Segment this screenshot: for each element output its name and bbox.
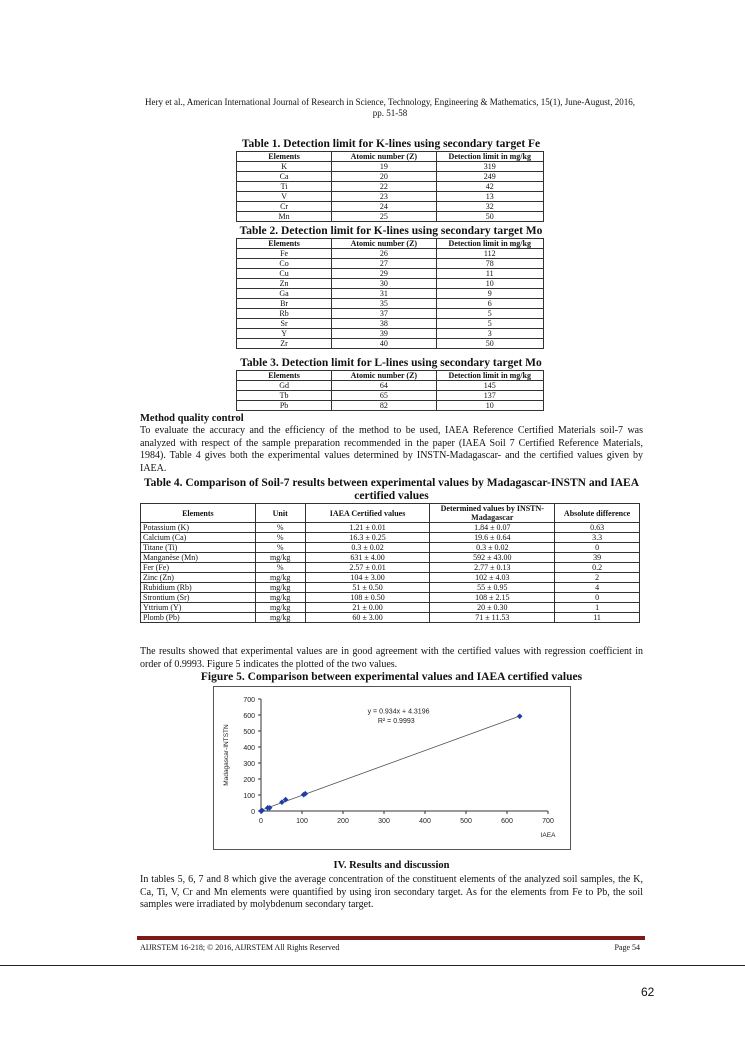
table1-cell: 23 bbox=[332, 192, 436, 202]
table4-row bbox=[141, 523, 640, 533]
y-tick-label: 300 bbox=[243, 761, 255, 768]
table2-cell: 35 bbox=[332, 299, 436, 309]
table4-cell: 3.3 bbox=[555, 533, 640, 543]
table2-cell: 11 bbox=[436, 269, 543, 279]
table4-row bbox=[141, 543, 640, 553]
table1-cell: 22 bbox=[332, 182, 436, 192]
table3-row bbox=[237, 381, 544, 391]
table3-col-header: Detection limit in mg/kg bbox=[436, 371, 543, 381]
table2-cell: 40 bbox=[332, 339, 436, 349]
table4-col-header: Absolute difference bbox=[555, 504, 640, 523]
table3-cell: Pb bbox=[237, 401, 332, 411]
table2-row bbox=[237, 259, 544, 269]
table1-cell: V bbox=[237, 192, 332, 202]
table2-row bbox=[237, 249, 544, 259]
table4-cell: 1 bbox=[555, 603, 640, 613]
table3-cell: 137 bbox=[436, 391, 543, 401]
page-number: 62 bbox=[641, 985, 655, 999]
table4-cell: Plomb (Pb) bbox=[141, 613, 256, 623]
table2 bbox=[236, 238, 544, 349]
table3-row bbox=[237, 401, 544, 411]
table4-row bbox=[141, 583, 640, 593]
table4-cell: % bbox=[255, 563, 305, 573]
table4-cell: 2.77 ± 0.13 bbox=[430, 563, 555, 573]
x-tick-label: 600 bbox=[501, 818, 513, 825]
figure5-chart bbox=[214, 687, 570, 849]
table2-row bbox=[237, 289, 544, 299]
table1-row bbox=[237, 202, 544, 212]
table2-cell: 26 bbox=[332, 249, 436, 259]
table4-cell: 39 bbox=[555, 553, 640, 563]
header-line-2: pp. 51-58 bbox=[372, 108, 408, 118]
table1-header-row bbox=[237, 152, 544, 162]
table1-row bbox=[237, 212, 544, 222]
table2-header-row bbox=[237, 239, 544, 249]
table2-cell: Zn bbox=[237, 279, 332, 289]
table3 bbox=[236, 370, 544, 411]
figure5-caption: Figure 5. Comparison between experimental values and IAEA certified values bbox=[200, 671, 583, 683]
table4-header-row bbox=[141, 504, 640, 523]
table2-cell: 38 bbox=[332, 319, 436, 329]
table1-cell: Mn bbox=[237, 212, 332, 222]
x-tick-label: 700 bbox=[542, 818, 554, 825]
table1-row bbox=[237, 172, 544, 182]
table3-cell: 65 bbox=[332, 391, 436, 401]
table4-cell: mg/kg bbox=[255, 573, 305, 583]
table1-cell: 42 bbox=[436, 182, 543, 192]
table4-cell: 21 ± 0.00 bbox=[305, 603, 430, 613]
table1-cell: Ca bbox=[237, 172, 332, 182]
table4-cell: Rubidium (Rb) bbox=[141, 583, 256, 593]
table2-cell: 5 bbox=[436, 319, 543, 329]
table3-col-header: Elements bbox=[237, 371, 332, 381]
table3-cell: Gd bbox=[237, 381, 332, 391]
table4-row bbox=[141, 533, 640, 543]
table4-cell: 55 ± 0.95 bbox=[430, 583, 555, 593]
x-tick-label: 500 bbox=[460, 818, 472, 825]
table2-cell: 37 bbox=[332, 309, 436, 319]
table2-cell: 39 bbox=[332, 329, 436, 339]
table4-col-header: Unit bbox=[255, 504, 305, 523]
method-title: Method quality control bbox=[140, 413, 244, 424]
table1-cell: Cr bbox=[237, 202, 332, 212]
table4-cell: 592 ± 43.00 bbox=[430, 553, 555, 563]
table4-cell: 1.21 ± 0.01 bbox=[305, 523, 430, 533]
table4-cell: 631 ± 4.00 bbox=[305, 553, 430, 563]
table1-col-header: Detection limit in mg/kg bbox=[436, 152, 543, 162]
table3-cell: 64 bbox=[332, 381, 436, 391]
table4-cell: 4 bbox=[555, 583, 640, 593]
table4-cell: 0.63 bbox=[555, 523, 640, 533]
table2-row bbox=[237, 309, 544, 319]
table2-cell: 3 bbox=[436, 329, 543, 339]
table4-cell: Yttrium (Y) bbox=[141, 603, 256, 613]
table2-row bbox=[237, 279, 544, 289]
table3-caption: Table 3. Detection limit for L-lines using secondary target Mo bbox=[240, 357, 542, 369]
table2-cell: 6 bbox=[436, 299, 543, 309]
table2-col-header: Detection limit in mg/kg bbox=[436, 239, 543, 249]
table4-cell: Titane (Ti) bbox=[141, 543, 256, 553]
table2-row bbox=[237, 339, 544, 349]
table1 bbox=[236, 151, 544, 222]
table1-cell: 319 bbox=[436, 162, 543, 172]
table4-cell: 16.3 ± 0.25 bbox=[305, 533, 430, 543]
table2-cell: Sr bbox=[237, 319, 332, 329]
y-tick-label: 0 bbox=[251, 809, 255, 816]
table3-cell: 145 bbox=[436, 381, 543, 391]
table1-cell: 19 bbox=[332, 162, 436, 172]
table2-cell: 29 bbox=[332, 269, 436, 279]
table4-col-header: Elements bbox=[141, 504, 256, 523]
table2-row bbox=[237, 329, 544, 339]
table1-cell: 13 bbox=[436, 192, 543, 202]
results-paragraph: The results showed that experimental values are in good agreement with the certified values with regression coefficient in order of 0.9993. Figure 5 indicates the plotted of the two values. bbox=[140, 646, 643, 670]
table4 bbox=[140, 503, 640, 623]
x-tick-label: 0 bbox=[259, 818, 263, 825]
table2-cell: 78 bbox=[436, 259, 543, 269]
table4-cell: % bbox=[255, 523, 305, 533]
table4-cell: 108 ± 2.15 bbox=[430, 593, 555, 603]
table4-cell: Potassium (K) bbox=[141, 523, 256, 533]
table4-cell: 108 ± 0.50 bbox=[305, 593, 430, 603]
table2-cell: 50 bbox=[436, 339, 543, 349]
table4-col-header: IAEA Certified values bbox=[305, 504, 430, 523]
table4-row bbox=[141, 613, 640, 623]
figure5-chart-frame bbox=[213, 686, 571, 850]
table2-cell: Ga bbox=[237, 289, 332, 299]
table4-cell: 0.3 ± 0.02 bbox=[305, 543, 430, 553]
section4-title: IV. Results and discussion bbox=[333, 860, 450, 871]
x-tick-label: 300 bbox=[378, 818, 390, 825]
table1-row bbox=[237, 182, 544, 192]
table2-cell: 27 bbox=[332, 259, 436, 269]
table3-cell: 10 bbox=[436, 401, 543, 411]
table4-cell: 104 ± 3.00 bbox=[305, 573, 430, 583]
table2-col-header: Elements bbox=[237, 239, 332, 249]
table4-cell: mg/kg bbox=[255, 603, 305, 613]
table4-row bbox=[141, 593, 640, 603]
header-line-1: Hery et al., American International Journal of Research in Science, Technology, Engineering & Mathematics, 15(1), June-August, 2016, bbox=[145, 97, 635, 107]
table1-cell: 32 bbox=[436, 202, 543, 212]
trendline bbox=[261, 716, 520, 810]
table3-row bbox=[237, 391, 544, 401]
table4-cell: mg/kg bbox=[255, 583, 305, 593]
footer-copyright: AIJRSTEM 16-218; © 2016, AIJRSTEM All Rights Reserved bbox=[140, 943, 340, 952]
table4-caption: Table 4. Comparison of Soil-7 results between experimental values by Madagascar-INSTN and IAEA certified values bbox=[143, 477, 640, 502]
table2-col-header: Atomic number (Z) bbox=[332, 239, 436, 249]
method-paragraph: To evaluate the accuracy and the efficiency of the method to be used, IAEA Reference Certified Materials soil-7 was analyzed with respect of the sample preparation recommended in the paper (IAEA Soil 7 Certified Reference Materials, 1984). Table 4 gives both the experimental values determined by INSTN-Madagascar- and the certified values given by IAEA. bbox=[140, 425, 643, 474]
table2-cell: Rb bbox=[237, 309, 332, 319]
regression-equation: y = 0.934x + 4.3196 bbox=[367, 708, 430, 716]
table4-cell: 20 ± 0.30 bbox=[430, 603, 555, 613]
data-point bbox=[517, 713, 523, 719]
table4-cell: mg/kg bbox=[255, 553, 305, 563]
table4-cell: 2 bbox=[555, 573, 640, 583]
table4-cell: 1.84 ± 0.07 bbox=[430, 523, 555, 533]
x-tick-label: 400 bbox=[419, 818, 431, 825]
table2-cell: 31 bbox=[332, 289, 436, 299]
table1-cell: 20 bbox=[332, 172, 436, 182]
table4-row bbox=[141, 553, 640, 563]
running-header bbox=[130, 97, 650, 119]
table1-cell: 249 bbox=[436, 172, 543, 182]
table2-cell: Br bbox=[237, 299, 332, 309]
table4-cell: 11 bbox=[555, 613, 640, 623]
x-axis-label: IAEA bbox=[540, 832, 556, 839]
table3-cell: Tb bbox=[237, 391, 332, 401]
x-tick-label: 100 bbox=[296, 818, 308, 825]
table4-cell: 51 ± 0.50 bbox=[305, 583, 430, 593]
table2-cell: 10 bbox=[436, 279, 543, 289]
table2-row bbox=[237, 319, 544, 329]
y-tick-label: 100 bbox=[243, 793, 255, 800]
table3-cell: 82 bbox=[332, 401, 436, 411]
table4-col-header: Determined values by INSTN-Madagascar bbox=[430, 504, 555, 523]
table2-cell: Cu bbox=[237, 269, 332, 279]
y-tick-label: 200 bbox=[243, 777, 255, 784]
table2-cell: Co bbox=[237, 259, 332, 269]
table2-cell: 5 bbox=[436, 309, 543, 319]
table4-cell: % bbox=[255, 533, 305, 543]
table4-cell: Manganèse (Mn) bbox=[141, 553, 256, 563]
table2-row bbox=[237, 299, 544, 309]
table1-col-header: Elements bbox=[237, 152, 332, 162]
table1-caption: Table 1. Detection limit for K-lines using secondary target Fe bbox=[241, 138, 541, 150]
table1-cell: Ti bbox=[237, 182, 332, 192]
table4-cell: 2.57 ± 0.01 bbox=[305, 563, 430, 573]
y-tick-label: 500 bbox=[243, 729, 255, 736]
y-tick-label: 600 bbox=[243, 713, 255, 720]
footer-rule bbox=[0, 965, 745, 966]
x-tick-label: 200 bbox=[337, 818, 349, 825]
table4-cell: Fer (Fe) bbox=[141, 563, 256, 573]
table4-cell: 0.3 ± 0.02 bbox=[430, 543, 555, 553]
y-tick-label: 700 bbox=[243, 697, 255, 704]
y-tick-label: 400 bbox=[243, 745, 255, 752]
table4-cell: 0 bbox=[555, 543, 640, 553]
table3-col-header: Atomic number (Z) bbox=[332, 371, 436, 381]
table4-cell: mg/kg bbox=[255, 593, 305, 603]
table1-cell: 24 bbox=[332, 202, 436, 212]
table2-cell: 30 bbox=[332, 279, 436, 289]
footer-divider bbox=[137, 936, 645, 940]
table4-cell: Strontium (Sr) bbox=[141, 593, 256, 603]
table4-row bbox=[141, 603, 640, 613]
table4-cell: 0 bbox=[555, 593, 640, 603]
y-axis-label: Madagascar-INTSTN bbox=[223, 724, 230, 786]
table1-col-header: Atomic number (Z) bbox=[332, 152, 436, 162]
table4-cell: 60 ± 3.00 bbox=[305, 613, 430, 623]
table4-cell: 0.2 bbox=[555, 563, 640, 573]
table4-cell: % bbox=[255, 543, 305, 553]
table4-cell: Calcium (Ca) bbox=[141, 533, 256, 543]
table2-cell: Zr bbox=[237, 339, 332, 349]
table4-cell: Zinc (Zn) bbox=[141, 573, 256, 583]
table2-cell: Fe bbox=[237, 249, 332, 259]
table4-cell: 102 ± 4.03 bbox=[430, 573, 555, 583]
table4-cell: 19.6 ± 0.64 bbox=[430, 533, 555, 543]
table2-row bbox=[237, 269, 544, 279]
table1-cell: 50 bbox=[436, 212, 543, 222]
regression-r2: R² = 0.9993 bbox=[377, 718, 415, 725]
table3-header-row bbox=[237, 371, 544, 381]
table1-row bbox=[237, 162, 544, 172]
table4-row bbox=[141, 563, 640, 573]
table2-cell: 9 bbox=[436, 289, 543, 299]
footer-page-label: Page 54 bbox=[614, 943, 640, 952]
table1-row bbox=[237, 192, 544, 202]
table4-cell: 71 ± 11.53 bbox=[430, 613, 555, 623]
table2-cell: Y bbox=[237, 329, 332, 339]
table2-caption: Table 2. Detection limit for K-lines using secondary target Mo bbox=[239, 225, 543, 237]
table1-cell: K bbox=[237, 162, 332, 172]
table1-cell: 25 bbox=[332, 212, 436, 222]
section4-paragraph: In tables 5, 6, 7 and 8 which give the average concentration of the constituent elements of the analyzed soil samples, the K, Ca, Ti, V, Cr and Mn elements were quantified by using iron secondary target. As for the elements from Fe to Pb, the soil samples were irradiated by molybdenum secondary target. bbox=[140, 874, 643, 910]
table2-cell: 112 bbox=[436, 249, 543, 259]
table4-cell: mg/kg bbox=[255, 613, 305, 623]
table4-row bbox=[141, 573, 640, 583]
